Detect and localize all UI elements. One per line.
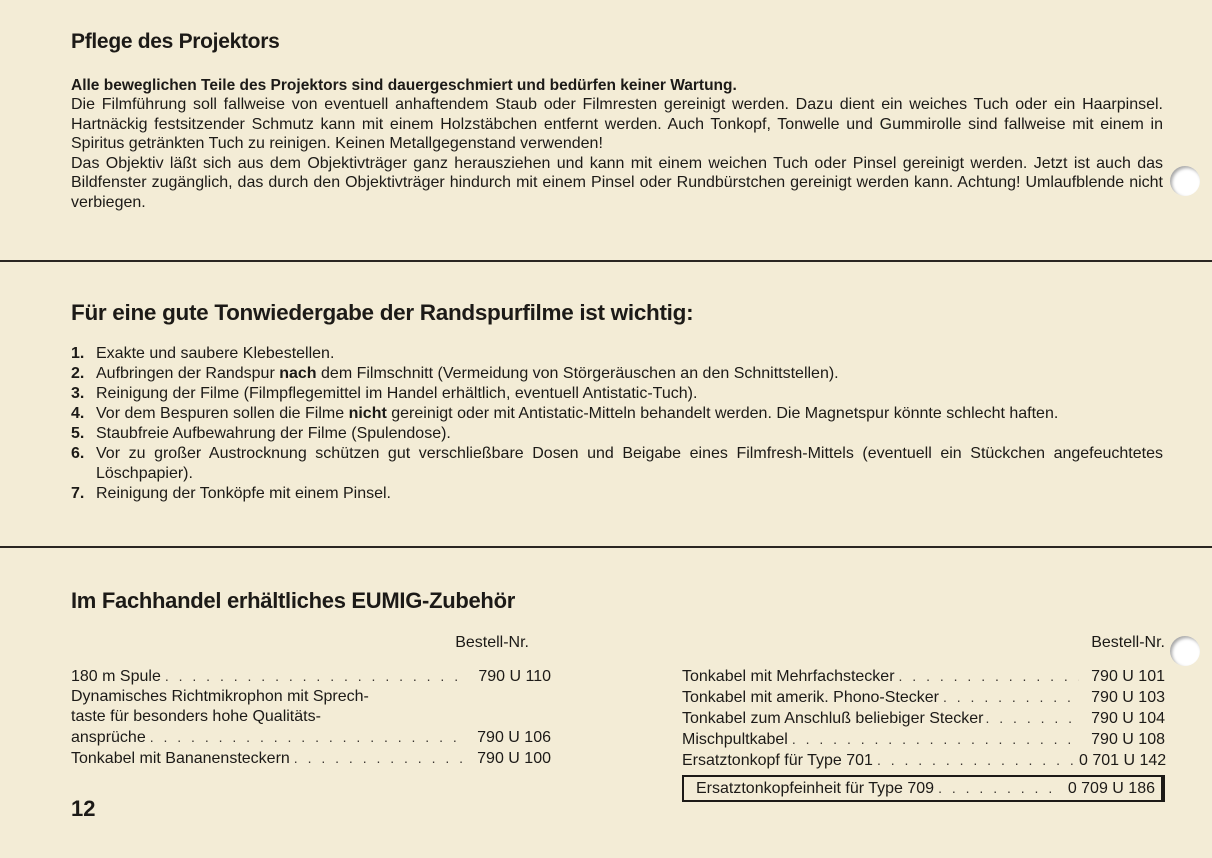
list-item: 4. Vor dem Bespuren sollen die Filme nicht gereinigt oder mit Antistatic-Mitteln behandelt werden. Die Magnetspur könnte schlecht haften.: [71, 405, 1059, 422]
punch-hole: [1170, 636, 1200, 666]
list-item: 3. Reinigung der Filme (Filmpflegemittel im Handel erhältlich, eventuell Antistatic-Tuch).: [71, 385, 698, 402]
order-number-header: Bestell-Nr.: [1091, 634, 1165, 651]
list-item: 7. Reinigung der Tonköpfe mit einem Pinsel.: [71, 485, 391, 502]
tips-list: [71, 344, 1163, 504]
divider: [0, 260, 1212, 262]
section-accessories: [71, 588, 1163, 614]
accessory-row: Tonkabel zum Anschluß beliebiger Stecker . . . 790 U 104: [682, 708, 1165, 729]
accessory-row: Tonkabel mit Mehrfachstecker . . . 790 U 101: [682, 666, 1165, 687]
accessory-text: Dynamisches Richtmikrophon mit Sprech-: [71, 688, 369, 705]
section-sound-tips: [71, 300, 1163, 504]
section-title: Für eine gute Tonwiedergabe der Randspurfilme ist wichtig:: [71, 300, 694, 325]
accessory-row: ansprüche . . . 790 U 106: [71, 727, 551, 748]
accessories-left-column: [71, 633, 551, 769]
divider: [0, 546, 1212, 548]
list-item: 6. Vor zu großer Austrocknung schützen gut verschließbare Dosen und Beigabe eines Filmfresh-Mittels (eventuell ein Stückchen angefeuchtetes Löschpapier).: [71, 445, 1163, 482]
list-item: 1. Exakte und saubere Klebestellen.: [71, 345, 335, 362]
accessory-row: Mischpultkabel . . . 790 U 108: [682, 729, 1165, 750]
accessory-row: Ersatztonkopf für Type 701 . . . 0 701 U 142: [682, 750, 1165, 771]
section-title: Pflege des Projektors: [71, 30, 280, 53]
accessory-row: Tonkabel mit amerik. Phono-Stecker . . . 790 U 103: [682, 687, 1165, 708]
punch-hole: [1170, 166, 1200, 196]
page-number: 12: [71, 796, 96, 821]
list-item: 5. Staubfreie Aufbewahrung der Filme (Spulendose).: [71, 425, 451, 442]
accessory-row: 180 m Spule . . . 790 U 110: [71, 666, 551, 687]
section-projector-care: [71, 30, 1163, 212]
accessory-row-boxed: Ersatztonkopfeinheit für Type 709 . . . 0 709 U 186: [682, 775, 1165, 802]
paragraph: Das Objektiv läßt sich aus dem Objektivträger ganz herausziehen und kann mit einem weichen Tuch oder Pinsel gereinigt werden. Jetzt ist auch das Bildfenster zugänglich, das durch den Objektivträger hindurch mit einem Pinsel oder Rundbürstchen gereinigt werden kann. Achtung! Umlaufblende nicht verbiegen.: [71, 154, 1163, 211]
accessory-row: Tonkabel mit Bananensteckern . . . 790 U 100: [71, 748, 551, 769]
list-item: 2. Aufbringen der Randspur nach dem Filmschnitt (Vermeidung von Störgeräuschen an den Schnittstellen).: [71, 365, 839, 382]
lead-text: Alle beweglichen Teile des Projektors sind dauergeschmiert und bedürfen keiner Wartung.: [71, 77, 737, 94]
paragraph: Die Filmführung soll fallweise von eventuell anhaftendem Staub oder Filmresten gereinigt werden. Dazu dient ein weiches Tuch oder ein Haarpinsel. Hartnäckig festsitzender Schmutz kann mit einem Holzstäbchen entfernt werden. Auch Tonkopf, Tonwelle und Gummirolle sind fallweise mit einem in Spiritus getränkten Tuch zu reinigen. Keinen Metallgegenstand verwenden!: [71, 96, 1163, 152]
accessory-text: taste für besonders hohe Qualitäts-: [71, 708, 321, 725]
section-title: Im Fachhandel erhältliches EUMIG-Zubehör: [71, 588, 515, 613]
accessories-right-column: [682, 633, 1165, 802]
order-number-header: Bestell-Nr.: [455, 634, 529, 651]
